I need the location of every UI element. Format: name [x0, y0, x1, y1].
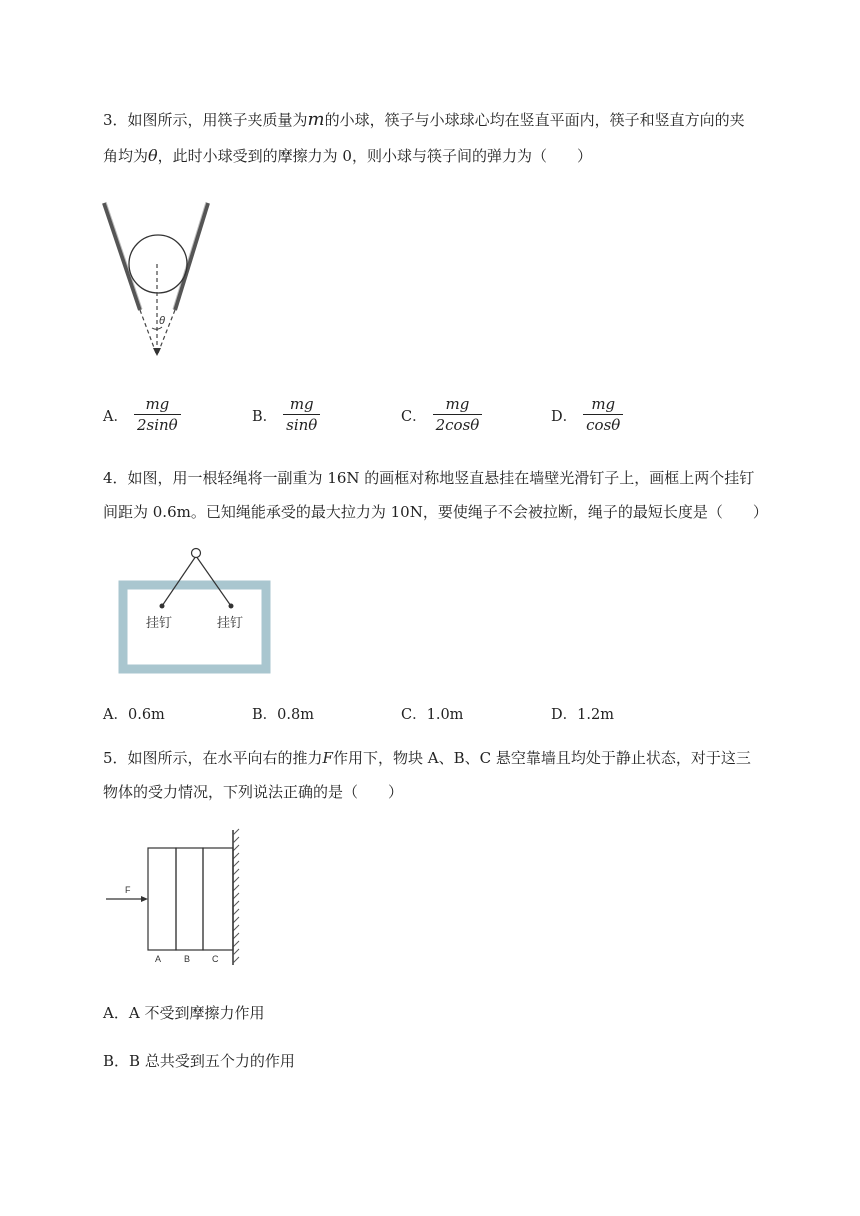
- nail: [192, 549, 201, 558]
- left-chopstick: [104, 203, 140, 310]
- option-text: A 不受到摩擦力作用: [128, 1004, 265, 1022]
- numerator: mg: [283, 395, 320, 415]
- q4-option-a[interactable]: [103, 703, 165, 724]
- q4-option-d[interactable]: [551, 703, 614, 724]
- right-chopstick: [175, 203, 208, 310]
- left-hook-label: 挂钉: [146, 615, 173, 630]
- q5-stem-text-b: 作用下，物块 A、B、C 悬空靠墙且均处于静止状态，对于这三: [332, 749, 751, 767]
- fraction: [583, 395, 623, 436]
- wall-hatching: [233, 829, 239, 963]
- block-c: [203, 848, 233, 950]
- q5-option-a[interactable]: [103, 1003, 264, 1023]
- q5-blocks-figure: [103, 825, 248, 970]
- right-chopstick-edge: [173, 202, 206, 309]
- option-label: C．: [401, 707, 427, 723]
- fraction: [283, 395, 320, 436]
- q5-option-b[interactable]: [103, 1051, 295, 1071]
- block-b: [176, 848, 203, 950]
- q4-options: [103, 703, 663, 733]
- left-extension-dashed: [140, 310, 156, 353]
- q5-stem-line2: 物体的受力情况，下列说法正确的是（ ）: [103, 783, 404, 801]
- option-text: 1.2m: [577, 707, 614, 723]
- q3-stem-line1: [103, 110, 745, 130]
- option-text: 0.8m: [277, 707, 314, 723]
- q3-option-a[interactable]: [103, 395, 181, 436]
- option-text: 0.6m: [127, 707, 165, 723]
- q4-option-c[interactable]: [401, 703, 463, 724]
- q3-stem-text-a: 3．如图所示，用筷子夹质量为: [103, 111, 308, 129]
- q4-stem-line1: 4．如图，用一根轻绳将一副重为 16N 的画框对称地竖直悬挂在墙壁光滑钉子上，画框上两个挂钉: [103, 469, 755, 487]
- right-hook-label: 挂钉: [217, 615, 244, 630]
- option-label: D．: [551, 409, 578, 425]
- block-label-b: B: [184, 954, 191, 964]
- q4-stem-line2: 间距为 0.6m。已知绳能承受的最大拉力为 10N，要使绳子不会被拉断，绳子的最短长度是（ ）: [103, 503, 768, 521]
- q3-stem-text-b: 的小球，筷子与小球球心均在竖直平面内，筷子和竖直方向的夹: [324, 111, 745, 129]
- q4-picture-frame-figure: [118, 545, 278, 675]
- option-label: B．: [103, 1052, 130, 1070]
- q3-option-d[interactable]: [551, 395, 623, 436]
- picture-frame: [123, 585, 266, 669]
- q5-stem-text-a: 5．如图所示，在水平向右的推力: [103, 749, 323, 767]
- option-label: A．: [103, 707, 128, 723]
- left-chopstick-edge: [106, 202, 142, 309]
- numerator: mg: [134, 395, 181, 415]
- q3-var-m: m: [307, 109, 325, 130]
- fraction: [134, 395, 181, 436]
- option-label: B．: [252, 707, 278, 723]
- option-label: C．: [401, 409, 427, 425]
- q3-option-c[interactable]: [401, 395, 482, 436]
- option-text: B 总共受到五个力的作用: [129, 1052, 295, 1070]
- q3-options: [103, 395, 663, 434]
- option-text: 1.0m: [426, 707, 464, 723]
- option-label: A．: [103, 1004, 129, 1022]
- numerator: mg: [583, 395, 623, 415]
- q3-option-b[interactable]: [252, 395, 320, 436]
- denominator: 2sinθ: [136, 416, 178, 434]
- q3-stem-line2: [103, 146, 592, 166]
- denominator: cosθ: [586, 416, 621, 434]
- fraction: [433, 395, 483, 436]
- q3-stem-text-c: 角均为: [103, 147, 149, 165]
- block-label-a: A: [155, 954, 162, 964]
- force-arrowhead: [141, 896, 148, 902]
- apex-arrow: [153, 348, 161, 356]
- q3-chopsticks-figure: [100, 198, 215, 358]
- block-label-c: C: [212, 954, 219, 964]
- block-a: [148, 848, 176, 950]
- q5-var-F: F: [322, 749, 333, 767]
- ball: [129, 235, 187, 293]
- numerator: mg: [433, 395, 483, 415]
- theta-label: θ: [159, 315, 165, 327]
- option-label: A．: [103, 409, 128, 425]
- left-hook: [160, 604, 165, 609]
- q4-option-b[interactable]: [252, 703, 314, 724]
- q3-stem-text-d: ，此时小球受到的摩擦力为 0，则小球与筷子间的弹力为（ ）: [157, 147, 592, 165]
- q5-stem-line1: [103, 748, 751, 768]
- denominator: sinθ: [286, 416, 318, 434]
- q3-var-theta: θ: [148, 146, 158, 165]
- denominator: 2cosθ: [435, 416, 480, 434]
- option-label: D．: [551, 707, 578, 723]
- force-label: F: [125, 885, 131, 895]
- right-hook: [229, 604, 234, 609]
- option-label: B．: [252, 409, 278, 425]
